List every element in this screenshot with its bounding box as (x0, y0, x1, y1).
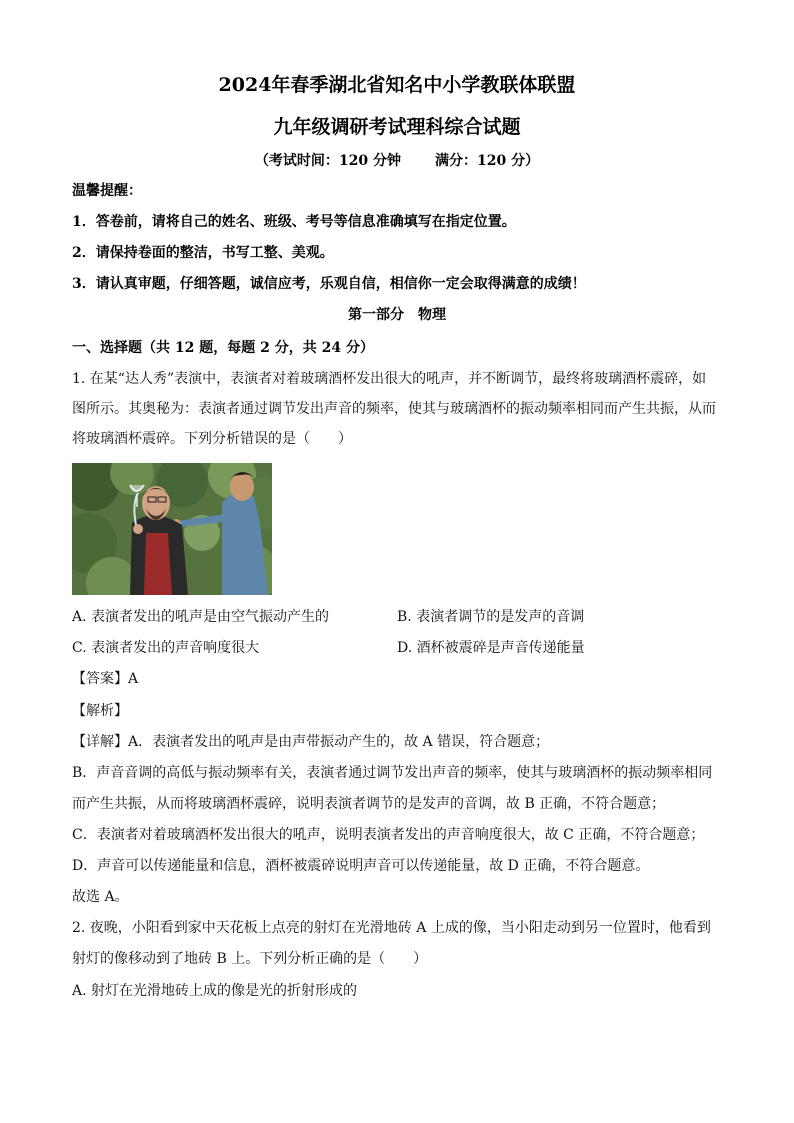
part-title: 第一部分 物理 (348, 307, 446, 323)
q1-option-a[interactable]: A. 表演者发出的吼声是由空气振动产生的 (72, 609, 330, 625)
q1-stem-line: 1. 在某“达人秀”表演中，表演者对着玻璃酒杯发出很大的吼声，并不断调节，最终将玻璃酒杯震碎，如 (72, 371, 707, 387)
q1-detail-line: 【详解】A．表演者发出的吼声是由声带振动产生的，故 A 错误，符合题意； (72, 734, 550, 750)
q1-option-d[interactable]: D. 酒杯被震碎是声音传递能量 (397, 640, 585, 656)
q2-stem-line: 2. 夜晚，小阳看到家中天花板上点亮的射灯在光滑地砖 A 上成的像，当小阳走动到另一位置时，他看到 (72, 920, 711, 936)
q1-analysis-label: 【解析】 (72, 703, 128, 719)
full-score: 满分：120 分） (435, 153, 540, 169)
section-title: 一、选择题（共 12 题，每题 2 分，共 24 分） (72, 340, 374, 356)
exam-title-line2: 九年级调研考试理科综合试题 (273, 116, 521, 138)
q1-detail-line: 而产生共振，从而将玻璃酒杯震碎，说明表演者调节的是发声的音调，故 B 正确，不符合题意； (72, 796, 666, 812)
q1-detail-line: B．声音音调的高低与振动频率有关，表演者通过调节发出声音的频率，使其与玻璃酒杯的振动频率相同 (72, 765, 713, 781)
notice-heading: 温馨提醒： (72, 183, 142, 199)
q1-option-b[interactable]: B. 表演者调节的是发声的音调 (397, 609, 585, 625)
q1-stem-line: 图所示。其奥秘为：表演者通过调节发出声音的频率，使其与玻璃酒杯的振动频率相同而产生共振，从而 (72, 401, 716, 417)
exam-title-line1: 2024年春季湖北省知名中小学教联体联盟 (218, 74, 576, 96)
q1-conclusion: 故选 A。 (72, 889, 129, 905)
q1-option-c[interactable]: C. 表演者发出的声音响度很大 (72, 640, 260, 656)
q1-answer: 【答案】A (72, 671, 139, 687)
notice-item: 2．请保持卷面的整洁，书写工整、美观。 (72, 245, 334, 261)
q2-stem-line: 射灯的像移动到了地砖 B 上。下列分析正确的是（ ） (72, 951, 428, 967)
q1-detail-line: C．表演者对着玻璃酒杯发出很大的吼声，说明表演者发出的声音响度很大，故 C 正确，不符合题意； (72, 827, 705, 843)
q1-photo (72, 463, 272, 595)
notice-item: 1．答卷前，请将自己的姓名、班级、考号等信息准确填写在指定位置。 (72, 214, 516, 230)
notice-item: 3．请认真审题，仔细答题，诚信应考，乐观自信，相信你一定会取得满意的成绩！ (72, 276, 586, 292)
q2-option-a[interactable]: A. 射灯在光滑地砖上成的像是光的折射形成的 (72, 983, 358, 999)
q1-stem-line: 将玻璃酒杯震碎。下列分析错误的是（ ） (72, 431, 352, 447)
exam-time: （考试时间：120 分钟 (254, 153, 401, 169)
exam-info (0, 150, 794, 170)
q1-detail-line: D．声音可以传递能量和信息，酒杯被震碎说明声音可以传递能量，故 D 正确，不符合题意。 (72, 858, 650, 874)
